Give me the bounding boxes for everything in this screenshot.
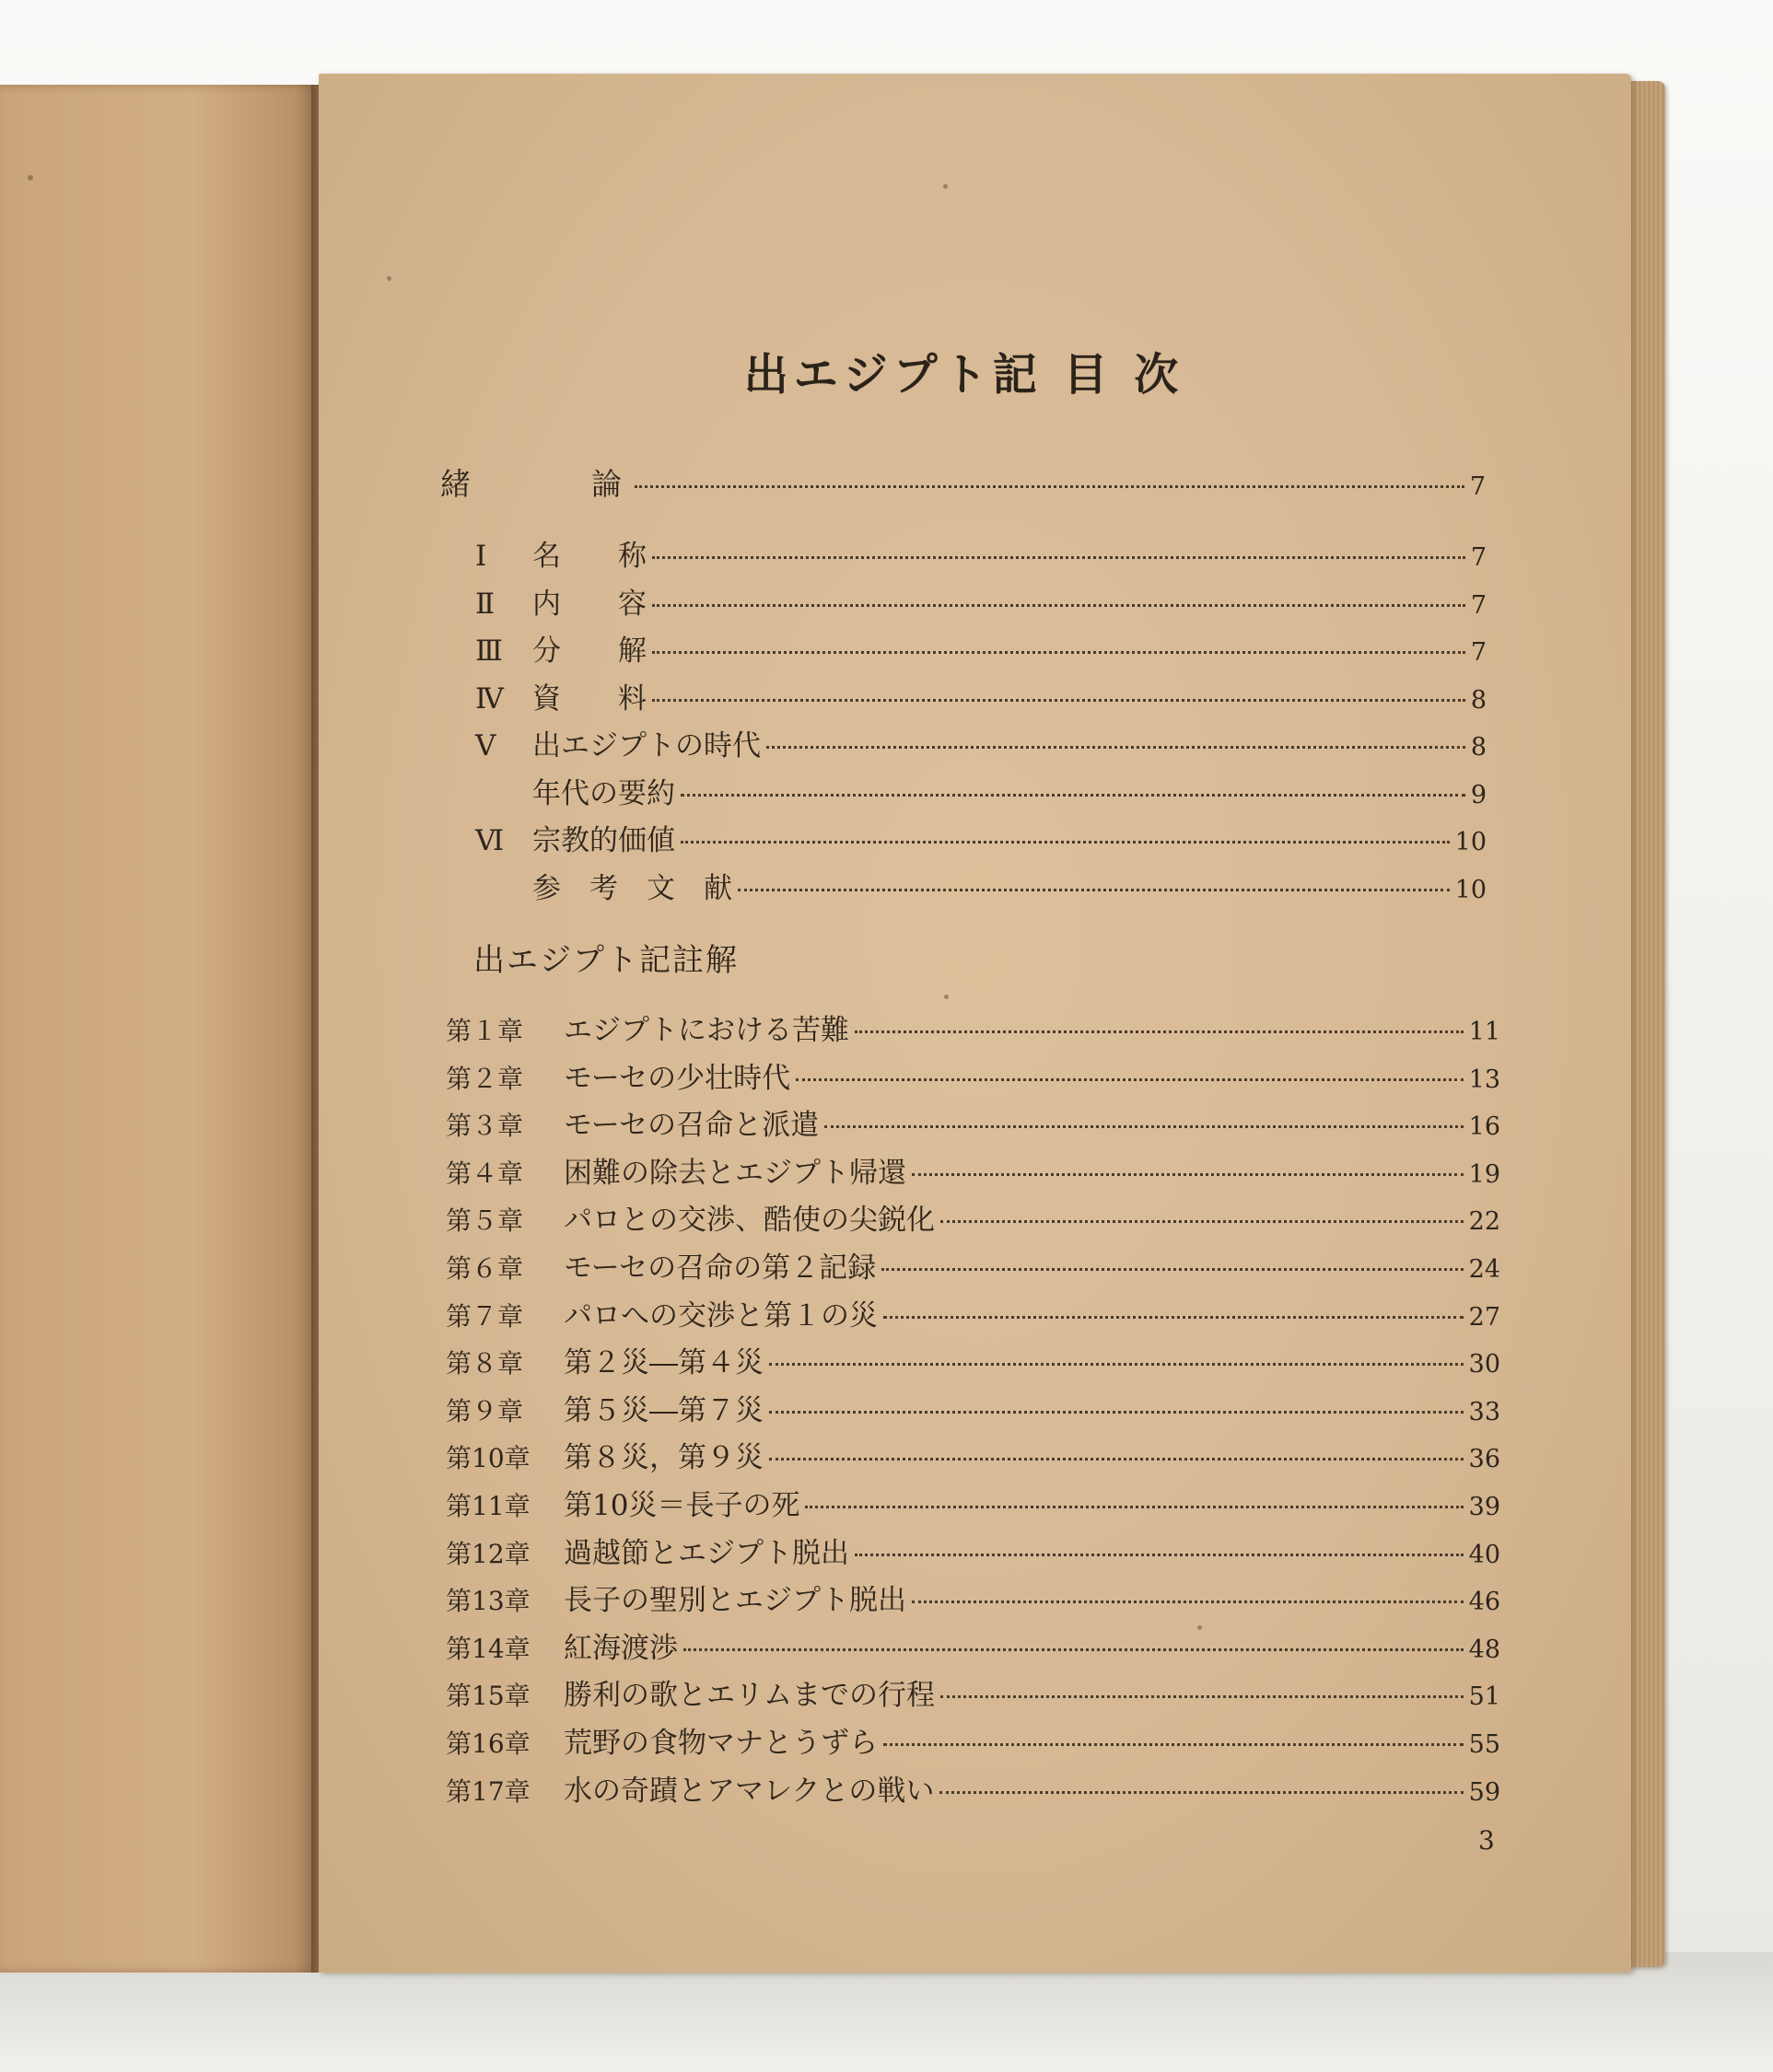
leader-dots	[824, 1125, 1464, 1128]
leader-dots	[766, 746, 1465, 749]
chapter-label: 水の奇蹟とアマレクとの戦い	[564, 1774, 935, 1808]
chapter-row	[446, 1719, 1500, 1761]
intro-item-row	[475, 817, 1487, 858]
chapter-label: パロとの交渉、酷使の尖鋭化	[564, 1204, 935, 1238]
chapter-page: 51	[1468, 1682, 1500, 1712]
chapter-row	[446, 1387, 1500, 1428]
leader-dots	[883, 1743, 1464, 1746]
intro-item-row	[475, 865, 1487, 906]
intro-item-number: Ⅴ	[475, 729, 496, 762]
chapter-row	[446, 1767, 1500, 1809]
leader-dots	[681, 841, 1450, 844]
chapter-label: 過越節とエジプト脱出	[564, 1536, 849, 1570]
chapter-page: 24	[1468, 1255, 1500, 1284]
chapter-page: 59	[1468, 1777, 1500, 1807]
intro-item-label: 出エジプトの時代	[532, 729, 761, 762]
chapter-number: 第17章	[446, 1775, 531, 1807]
intro-item-number: Ⅵ	[475, 824, 505, 857]
chapter-row	[446, 1530, 1500, 1571]
intro-item-row	[475, 580, 1487, 622]
intro-item-number: Ⅲ	[475, 634, 503, 668]
leader-dots	[939, 1791, 1463, 1794]
intro-item-label: 内 容	[532, 587, 647, 621]
leader-dots	[769, 1411, 1464, 1414]
chapter-label: 第10災＝長子の死	[564, 1489, 800, 1522]
chapter-number: 第15章	[446, 1681, 531, 1712]
paper-speck	[943, 184, 948, 189]
chapter-row	[446, 1054, 1500, 1096]
leader-dots	[652, 651, 1465, 654]
toc-intro-row	[440, 460, 1486, 504]
chapter-row	[446, 1434, 1500, 1475]
chapter-number: 第４章	[446, 1158, 524, 1189]
chapter-page: 22	[1468, 1207, 1500, 1237]
chapter-label: 第２災―第４災	[564, 1346, 764, 1380]
leader-dots	[635, 485, 1464, 488]
chapter-row	[446, 1624, 1500, 1666]
chapter-page: 11	[1468, 1018, 1500, 1046]
chapter-label: 長子の聖別とエジプト脱出	[564, 1584, 906, 1618]
page-number: 3	[1478, 1825, 1495, 1856]
leader-dots	[855, 1030, 1464, 1033]
intro-item-row	[475, 722, 1487, 763]
chapter-page: 36	[1468, 1445, 1500, 1474]
toc-intro-page: 7	[1469, 472, 1486, 501]
leader-dots	[940, 1220, 1464, 1223]
chapter-label: 勝利の歌とエリムまでの行程	[564, 1679, 935, 1713]
chapter-row	[446, 1339, 1500, 1380]
chapter-number: 第10章	[446, 1443, 531, 1474]
chapter-label: 困難の除去とエジプト帰還	[564, 1156, 906, 1190]
chapter-page: 27	[1468, 1302, 1500, 1332]
toc-intro-label: 緒 論	[440, 466, 629, 502]
intro-item-page: 9	[1470, 780, 1487, 809]
chapter-page: 30	[1468, 1350, 1500, 1379]
intro-item-number: Ⅱ	[475, 587, 496, 621]
leader-dots	[881, 1268, 1464, 1271]
leader-dots	[769, 1363, 1464, 1366]
intro-item-row	[475, 675, 1487, 716]
chapter-label: パロへの交渉と第１の災	[564, 1298, 878, 1333]
leader-dots	[652, 699, 1465, 702]
chapter-row	[446, 1671, 1500, 1713]
intro-item-number: Ⅳ	[475, 681, 504, 716]
intro-item-page: 7	[1470, 590, 1487, 620]
chapter-page: 19	[1468, 1159, 1500, 1189]
chapter-row	[446, 1482, 1500, 1523]
chapter-label: モーセの召命と派遣	[564, 1109, 820, 1143]
intro-item-label: 年代の要約	[532, 776, 675, 810]
chapter-row	[446, 1007, 1500, 1048]
page-title: 出エジプト記 目 次	[743, 349, 1184, 401]
intro-item-number: Ⅰ	[475, 540, 487, 573]
chapter-number: 第11章	[446, 1491, 531, 1521]
chapter-row	[446, 1196, 1500, 1238]
chapter-page: 40	[1468, 1540, 1500, 1569]
chapter-label: モーセの少壮時代	[564, 1061, 791, 1095]
intro-item-row	[475, 532, 1487, 574]
leader-dots	[940, 1695, 1464, 1698]
intro-item-page: 8	[1470, 733, 1487, 762]
leader-dots	[683, 1648, 1464, 1651]
paper-speck	[28, 175, 33, 180]
chapter-row	[446, 1577, 1500, 1618]
intro-item-page: 10	[1454, 828, 1487, 856]
chapter-number: 第５章	[446, 1205, 524, 1237]
chapter-label: 紅海渡渉	[564, 1631, 678, 1665]
leader-dots	[855, 1554, 1464, 1556]
chapter-number: 第８章	[446, 1348, 524, 1379]
chapter-row	[446, 1244, 1500, 1286]
chapter-number: 第２章	[446, 1063, 524, 1094]
intro-item-label: 宗教的価値	[532, 824, 675, 857]
intro-item-row	[475, 627, 1487, 669]
chapter-page: 55	[1468, 1730, 1500, 1759]
leader-dots	[883, 1316, 1464, 1319]
intro-item-label: 名 称	[532, 540, 647, 573]
leader-dots	[652, 556, 1465, 559]
chapter-number: 第12章	[446, 1538, 531, 1569]
chapter-label: エジプトにおける苦難	[564, 1014, 849, 1047]
chapter-row	[446, 1101, 1500, 1143]
intro-item-row	[475, 770, 1487, 811]
chapter-page: 13	[1468, 1065, 1500, 1094]
chapter-row	[446, 1149, 1500, 1191]
chapter-number: 第14章	[446, 1633, 531, 1664]
leader-dots	[769, 1458, 1464, 1461]
chapter-row	[446, 1292, 1500, 1333]
paper-speck	[944, 995, 949, 999]
chapter-number: 第３章	[446, 1111, 524, 1142]
chapter-page: 46	[1468, 1588, 1500, 1617]
intro-item-label: 参 考 文 献	[532, 871, 732, 905]
leader-dots	[738, 889, 1450, 891]
intro-item-page: 8	[1470, 685, 1487, 715]
chapter-number: 第16章	[446, 1729, 531, 1759]
intro-item-page: 10	[1454, 875, 1487, 904]
leader-dots	[912, 1173, 1464, 1176]
chapter-label: 荒野の食物マナとうずら	[564, 1727, 878, 1760]
intro-item-label: 資 料	[532, 681, 647, 716]
chapter-page: 33	[1468, 1397, 1500, 1426]
chapter-number: 第６章	[446, 1253, 524, 1284]
intro-item-page: 7	[1470, 543, 1487, 572]
leader-dots	[681, 794, 1465, 797]
section-heading: 出エジプト記註解	[473, 942, 739, 979]
leader-dots	[805, 1506, 1463, 1508]
chapter-label: モーセの召命の第２記録	[564, 1251, 877, 1285]
chapter-number: 第13章	[446, 1586, 531, 1617]
intro-item-page: 7	[1470, 638, 1487, 667]
intro-item-label: 分 解	[532, 634, 647, 668]
chapter-label: 第８災，第９災	[564, 1441, 764, 1475]
chapter-number: 第７章	[446, 1300, 524, 1332]
paper-speck	[387, 276, 391, 281]
leader-dots	[912, 1601, 1464, 1603]
leader-dots	[652, 604, 1465, 607]
chapter-number: 第９章	[446, 1395, 524, 1426]
chapter-number: 第１章	[446, 1016, 524, 1046]
chapter-page: 16	[1468, 1112, 1500, 1142]
chapter-label: 第５災―第７災	[564, 1393, 764, 1427]
leader-dots	[796, 1078, 1464, 1081]
chapter-page: 39	[1468, 1493, 1500, 1521]
chapter-page: 48	[1468, 1635, 1500, 1664]
